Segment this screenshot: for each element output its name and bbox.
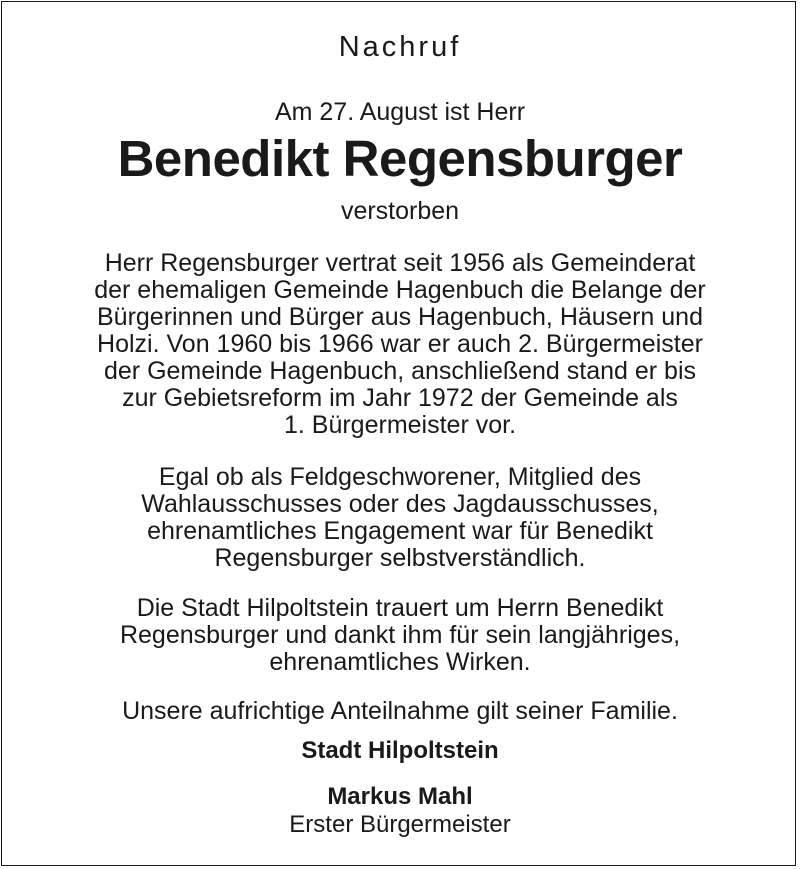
signer-role: Erster Bürgermeister [289, 811, 511, 838]
paragraph-career [40, 250, 760, 439]
paragraph-line: Unsere aufrichtige Anteilnahme gilt seiner Familie. [122, 697, 678, 725]
paragraph-line: Herr Regensburger vertrat seit 1956 als Gemeinderat [104, 249, 696, 277]
deceased-name: Benedikt Regensburger [117, 130, 683, 187]
paragraph-line: Holzi. Von 1960 bis 1966 war er auch 2. Bürgermeister [97, 330, 703, 358]
notice-intro: Am 27. August ist Herr [274, 98, 526, 126]
paragraph-line: Regensburger selbstverständlich. [214, 544, 586, 572]
paragraph-line: der ehemaligen Gemeinde Hagenbuch die Belange der [94, 276, 706, 304]
paragraph-line: 1. Bürgermeister vor. [283, 411, 517, 439]
organization-name: Stadt Hilpoltstein [301, 737, 499, 764]
paragraph-condolence [40, 698, 760, 725]
paragraph-line: Die Stadt Hilpoltstein trauert um Herrn Benedikt [136, 594, 664, 622]
notice-title: Nachruf [338, 31, 462, 63]
paragraph-engagement [40, 464, 760, 572]
paragraph-line: ehrenamtliches Engagement war für Benedikt [147, 517, 653, 545]
paragraph-mourning [40, 595, 760, 676]
paragraph-line: Bürgerinnen und Bürger aus Hagenbuch, Häusern und [97, 303, 703, 331]
paragraph-line: Regensburger und dankt ihm für sein langjähriges, [119, 621, 681, 649]
signer-name: Markus Mahl [327, 783, 473, 810]
paragraph-line: der Gemeinde Hagenbuch, anschließend stand er bis [103, 357, 697, 385]
paragraph-line: Egal ob als Feldgeschworener, Mitglied des [158, 463, 642, 491]
notice-died: verstorben [340, 197, 460, 225]
paragraph-line: zur Gebietsreform im Jahr 1972 der Gemeinde als [122, 384, 678, 412]
paragraph-line: ehrenamtliches Wirken. [269, 648, 531, 676]
paragraph-line: Wahlausschusses oder des Jagdausschusses, [141, 490, 659, 518]
